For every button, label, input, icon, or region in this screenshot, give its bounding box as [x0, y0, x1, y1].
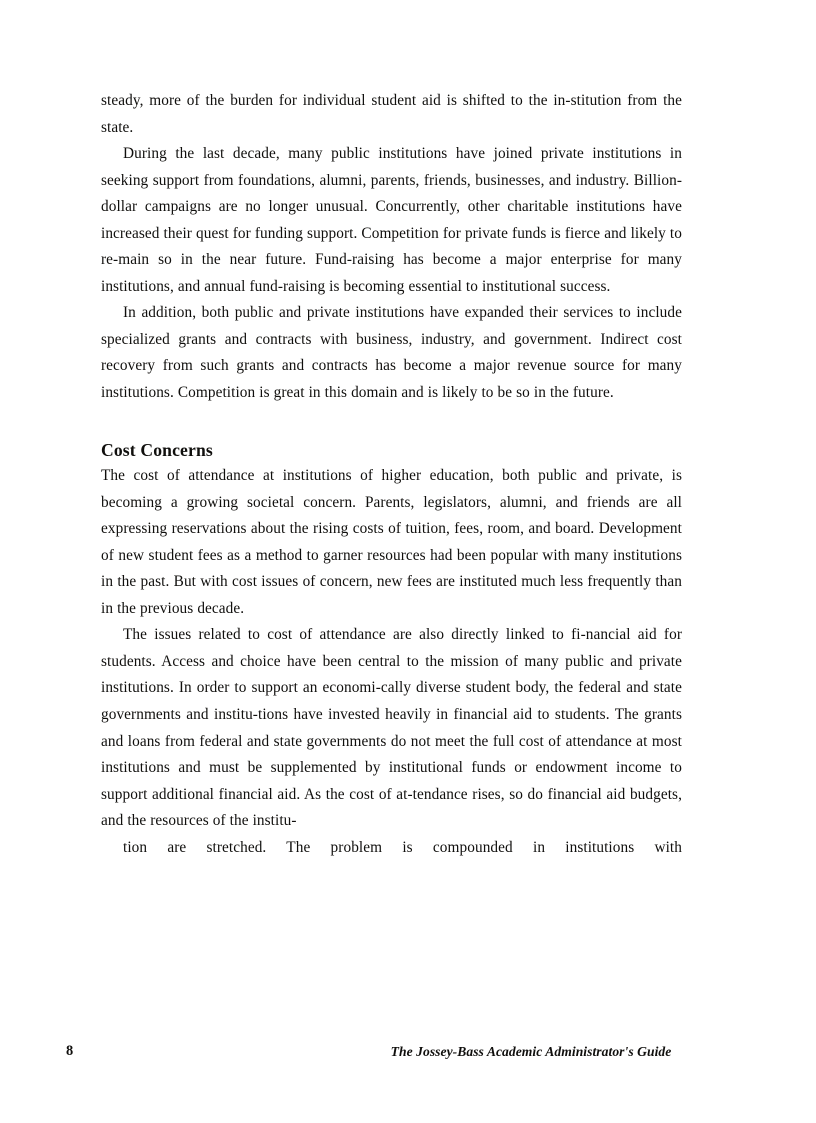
- page-footer: [0, 1040, 816, 1070]
- page-text-block: [101, 88, 682, 861]
- heading-spacer: [101, 407, 682, 437]
- paragraph-cost-of-attendance: The cost of attendance at institutions of higher education, both public and private, is becoming a growing societal concern. Parents, legislators, alumni, and friends are all expressing reservations about the rising costs of tuition, fees, room, and board. Development of new student fees as a method to garner resources had been popular with many institutions in the past. But with cost issues of concern, new fees are instituted much less frequently than in the previous decade.: [101, 467, 682, 617]
- paragraph-issues-related: [101, 622, 682, 861]
- paragraph-issues-related-lastline: tion are stretched. The problem is compounded in institutions with: [123, 838, 682, 856]
- running-title: The Jossey-Bass Academic Administrator's Guide: [390, 1044, 672, 1059]
- section-heading-cost-concerns: Cost Concerns: [101, 439, 213, 460]
- page-number: 8: [66, 1043, 74, 1059]
- paragraph-in-addition: In addition, both public and private institutions have expanded their services to include specialized grants and contracts with business, industry, and government. Indirect cost recovery from such grants and contracts has become a major revenue source for many institutions. Competition is great in this domain and is likely to be so in the future.: [101, 304, 682, 402]
- paragraph-during-last-decade: During the last decade, many public institutions have joined private institutions in seeking support from foundations, alumni, parents, friends, businesses, and industry. Billion-dollar campaigns are no longer unusual. Concurrently, other charitable institutions have increased their quest for funding support. Competition for private funds is fierce and likely to re-main so in the near future. Fund-raising has become a major enterprise for many institutions, and annual fund-raising is becoming essential to institutional success.: [101, 145, 682, 295]
- paragraph-continuation: steady, more of the burden for individual student aid is shifted to the in-stitution from the state.: [101, 92, 682, 136]
- paragraph-issues-related-body: The issues related to cost of attendance are also directly linked to fi-nancial aid for students. Access and choice have been central to the mission of many public and private institutions. In order to support an economi-cally diverse student body, the federal and state governments and institu-tions have invested heavily in financial aid to students. The grants and loans from federal and state governments do not meet the full cost of attendance at most institutions and must be supplemented by institutional funds or endowment income to support additional financial aid. As the cost of at-tendance rises, so do financial aid budgets, and the resources of the institu-: [101, 626, 682, 830]
